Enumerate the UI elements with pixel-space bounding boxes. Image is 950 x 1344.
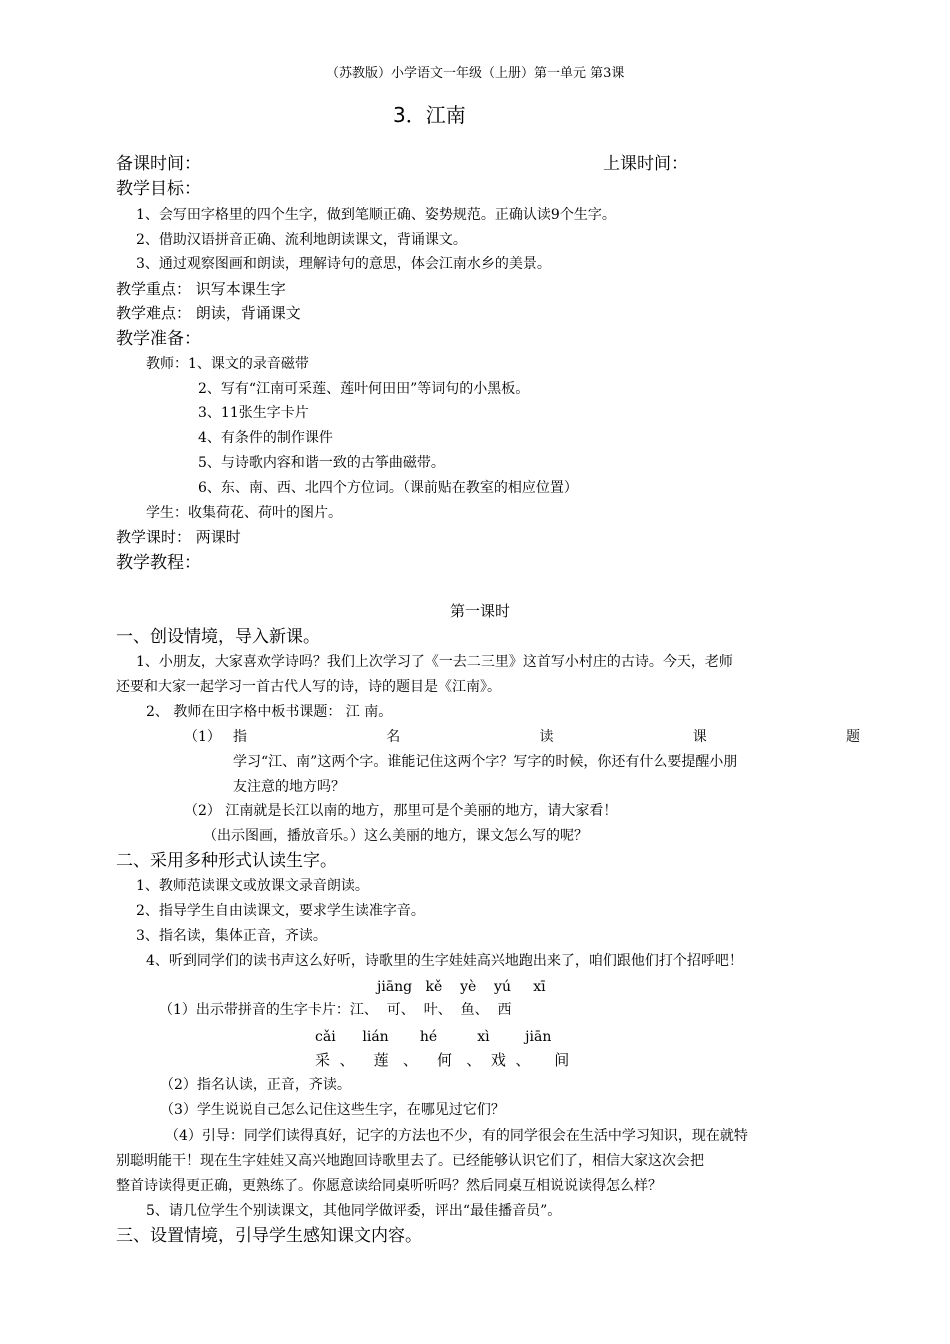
teacher-item: 6、东、南、西、北四个方位词。（课前贴在教室的相应位置） (198, 480, 578, 496)
justified-word: 名 (386, 729, 401, 745)
paragraph-line: 别聪明能干！现在生字娃娃又高兴地跑回诗歌里去了。已经能够认识它们了，相信大家这次会把 (116, 1153, 704, 1169)
teacher-item: 2、写有“江南可采莲、莲叶何田田”等词句的小黑板。 (198, 381, 530, 397)
justified-word: 题 (846, 729, 860, 745)
paragraph-line: （出示图画，播放音乐。）这么美丽的地方，课文怎么写的呢？ (203, 828, 588, 844)
objective-item: 2、借助汉语拼音正确、流利地朗读课文，背诵课文。 (136, 232, 467, 248)
paragraph-line: 学习“江、南”这两个字。谁能记住这两个字？写字的时候，你还有什么要提醒小朋 (233, 754, 738, 770)
class-time-label: 上课时间： (603, 154, 688, 174)
list-item: 5、请几位学生个别读课文，其他同学做评委，评出“最佳播音员”。 (146, 1203, 562, 1219)
paragraph-line: 整首诗读得更正确，更熟练了。你愿意读给同桌听听吗？然后同桌互相说说读得怎么样？ (116, 1178, 662, 1194)
justified-word: 读 (539, 729, 554, 745)
pinyin-row: jiāng kě yè yú xī (377, 979, 546, 995)
process-heading: 教学教程： (116, 553, 201, 573)
lesson-hours: 教学课时： 两课时 (116, 528, 241, 546)
list-item: 3、指名读，集体正音，齐读。 (136, 928, 327, 944)
teacher-item: 教师：1、课文的录音磁带 (146, 356, 309, 372)
paragraph-line: 还要和大家一起学习一首古代人写的诗，诗的题目是《江南》。 (116, 679, 501, 695)
character-card-row: 采 、 莲 、 何 、 戏 、 间 (315, 1051, 570, 1069)
section-3-heading: 三、设置情境，引导学生感知课文内容。 (116, 1226, 422, 1246)
paragraph-line: （4）引导：同学们读得真好，记字的方法也不少，有的同学很会在生活中学习知识，现在就特 (165, 1128, 748, 1144)
paragraph-line: 友注意的地方吗？ (233, 779, 345, 795)
paragraph-line: 1、小朋友，大家喜欢学诗吗？我们上次学习了《一去二三里》这首写小村庄的古诗。今天，老师 (136, 654, 733, 670)
justified-word: 指 (233, 729, 247, 745)
section-2-heading: 二、采用多种形式认读生字。 (116, 851, 337, 871)
page-header: （苏教版）小学语文一年级（上册）第一单元 第3课 (326, 66, 625, 81)
list-item: 4、听到同学们的读书声这么好听，诗歌里的生字娃娃高兴地跑出来了，咱们跟他们打个招呼吧！ (146, 953, 743, 969)
teacher-item: 4、有条件的制作课件 (198, 430, 333, 446)
section-1-heading: 一、创设情境，导入新课。 (116, 627, 320, 647)
objective-item: 3、通过观察图画和朗读，理解诗句的意思，体会江南水乡的美景。 (136, 256, 551, 272)
list-item: （3）学生说说自己怎么记住这些生字，在哪见过它们？ (160, 1102, 505, 1118)
key-point: 教学重点： 识写本课生字 (116, 280, 286, 298)
list-item: （2）指名认读，正音，齐读。 (160, 1077, 351, 1093)
pinyin-row: cǎi lián hé xì jiān (315, 1029, 552, 1045)
justified-line (233, 730, 860, 744)
lesson-title: 第一课时 (450, 602, 511, 620)
student-item: 学生：收集荷花、荷叶的图片。 (146, 505, 342, 521)
prep-heading: 教学准备： (116, 329, 201, 349)
objectives-heading: 教学目标： (116, 179, 201, 199)
prep-time-label: 备课时间： (116, 154, 201, 174)
paragraph-line: 2、 教师在田字格中板书课题： 江 南。 (146, 704, 393, 720)
paragraph-line: （2） 江南就是长江以南的地方，那里可是个美丽的地方，请大家看！ (184, 803, 618, 819)
page-title: 3．江南 (393, 103, 466, 127)
teacher-item: 3、11张生字卡片 (198, 405, 309, 421)
difficulty: 教学难点： 朗读，背诵课文 (116, 304, 301, 322)
character-card-row: （1）出示带拼音的生字卡片：江、 可、 叶、 鱼、 西 (159, 1002, 512, 1018)
list-item: 1、教师范读课文或放课文录音朗读。 (136, 878, 369, 894)
objective-item: 1、会写田字格里的四个生字，做到笔顺正确、姿势规范。正确认读9个生字。 (136, 207, 616, 223)
teacher-item: 5、与诗歌内容和谐一致的古筝曲磁带。 (198, 455, 445, 471)
justified-word: 课 (692, 729, 707, 745)
sub-item-number: （1） (184, 729, 221, 745)
list-item: 2、指导学生自由读课文，要求学生读准字音。 (136, 903, 425, 919)
